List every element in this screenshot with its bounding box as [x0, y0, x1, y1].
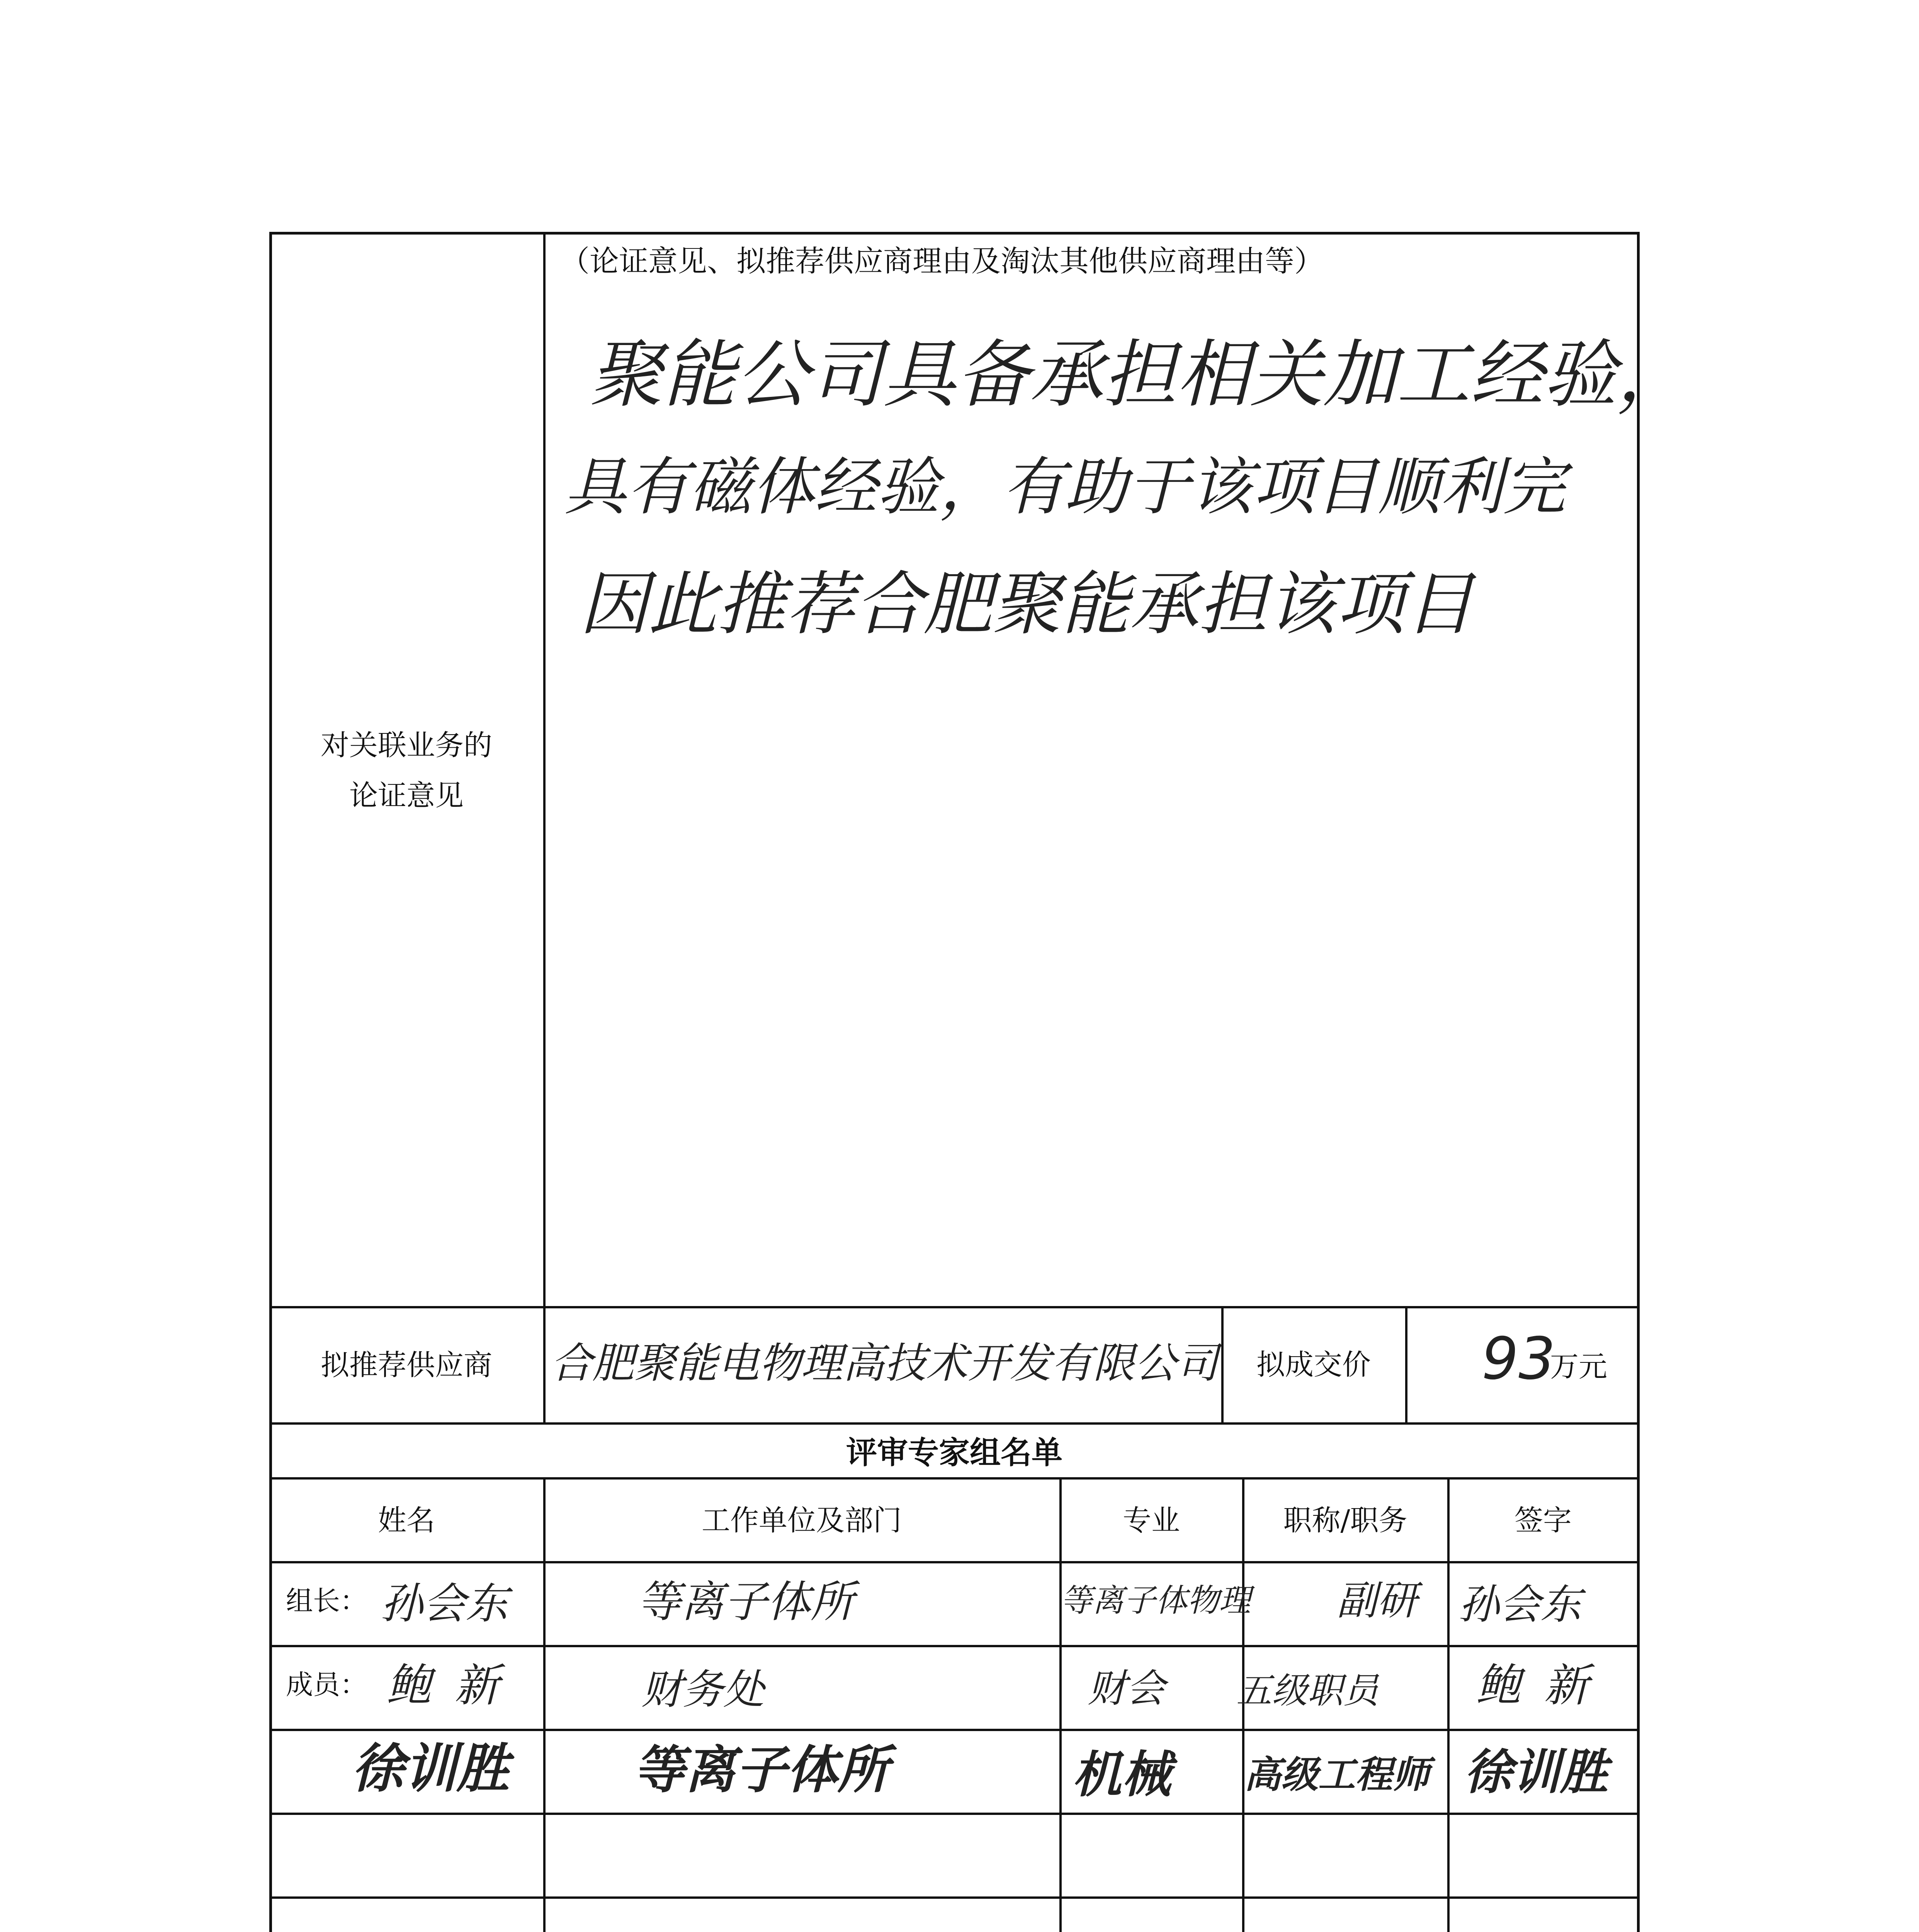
opinion-hint: （论证意见、拟推荐供应商理由及淘汰其他供应商理由等）: [560, 244, 1324, 278]
price-label: 拟成交价: [1256, 1348, 1371, 1381]
header-title: 职称/职务: [1283, 1504, 1407, 1537]
opinion-row-label-line1: 对关联业务的: [321, 729, 492, 762]
row1-major: 等离子体物理: [1061, 1582, 1251, 1619]
opinion-handwritten-line-3: 因此推荐合肥聚能承担该项目: [580, 564, 1474, 644]
divider-row1-bottom: [269, 1645, 1640, 1647]
opinion-handwritten-line-2: 具有磁体经验，有助于该项目顺利完: [564, 451, 1565, 524]
divider-row4-bottom: [269, 1896, 1640, 1899]
table-border-left: [269, 232, 272, 1932]
row3-unit: 等离子体所: [634, 1740, 889, 1800]
row1-prefix: 组长：: [286, 1585, 367, 1617]
table-border-top: [269, 232, 1640, 235]
row2-unit: 财务处: [641, 1666, 764, 1713]
row2-sign: 鲍新: [1476, 1660, 1612, 1712]
divider-header-bottom: [269, 1561, 1640, 1563]
row1-name: 孙会东: [381, 1579, 508, 1628]
divider-price-value-left: [1405, 1306, 1407, 1425]
divider-supplier-bottom: [269, 1422, 1640, 1425]
divider-row3-bottom: [269, 1813, 1640, 1815]
divider-grid-col2: [1059, 1477, 1062, 1932]
row3-name: 徐训胜: [352, 1738, 509, 1799]
opinion-handwritten-line-1: 聚能公司具备承担相关加工经验，: [589, 332, 1691, 417]
row2-major: 财会: [1088, 1666, 1165, 1711]
divider-price-label-left: [1221, 1306, 1224, 1425]
header-unit: 工作单位及部门: [702, 1504, 902, 1537]
price-unit: 万元: [1550, 1350, 1607, 1383]
price-value: 93: [1482, 1325, 1555, 1393]
divider-grid-col1: [543, 1477, 546, 1932]
divider-row2-bottom: [269, 1729, 1640, 1731]
row3-title: 高级工程师: [1244, 1753, 1429, 1796]
row3-major: 机械: [1072, 1746, 1171, 1804]
divider-grid-col4: [1447, 1477, 1450, 1932]
row2-name: 鲍新: [386, 1660, 522, 1712]
divider-opinion-bottom: [269, 1306, 1640, 1308]
row1-sign: 孙会东: [1458, 1581, 1581, 1628]
divider-title-bottom: [269, 1477, 1640, 1480]
row2-prefix: 成员：: [286, 1669, 367, 1701]
supplier-label: 拟推荐供应商: [321, 1349, 492, 1382]
row2-title: 五级职员: [1236, 1670, 1379, 1711]
supplier-name: 合肥聚能电物理高技术开发有限公司: [551, 1339, 1219, 1388]
experts-title: 评审专家组名单: [846, 1435, 1062, 1471]
row3-sign: 徐训胜: [1464, 1745, 1608, 1800]
row1-title: 副研: [1337, 1577, 1418, 1624]
header-major: 专业: [1123, 1504, 1180, 1537]
opinion-row-label-line2: 论证意见: [349, 779, 464, 812]
header-name: 姓名: [378, 1504, 435, 1537]
divider-label-column: [543, 232, 546, 1425]
row1-unit: 等离子体所: [637, 1577, 854, 1627]
header-sign: 签字: [1514, 1504, 1572, 1537]
table-border-right: [1637, 232, 1640, 1932]
